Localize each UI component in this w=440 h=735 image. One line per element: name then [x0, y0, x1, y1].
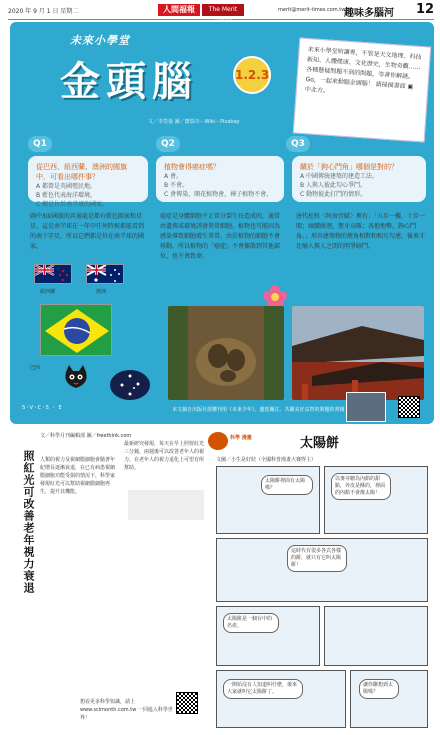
q3-badge: Q3 — [286, 136, 310, 152]
q2-explanation: 癌症是身體細胞不正常分裂生長造成的，通常由遺傳或環境誘發異常細胞。植物也可能因為感染導致細胞增生異常。由於植物的細胞不會移動，所以植物的「癌症」不會擴散到其他部位，也不會致命。 — [160, 213, 281, 260]
q3-explanation: 唐代杜牧〈阿房宮賦〉裡有：「五步一樓，十步一閣；廊腰縵迴，簷牙高啄；各抱地勢，鉤心鬥角。」形容建築物的簷角相對和相互勾連。後來才比喻人與人之間的明爭暗鬥。 — [296, 213, 426, 250]
q3-option-a: A 中國傳統建築的建造工法。 — [300, 173, 379, 180]
article-footer: 想看更多科學知識，請上 www.scimonth.com.tw 一同進入科學世界！ — [80, 699, 173, 721]
byline: 文／李岱蓁 圖／寶瑞奇－Wiki－Pixabay — [148, 119, 240, 125]
article-qr-code[interactable] — [176, 692, 198, 714]
book-cover-image — [346, 392, 386, 422]
comic-panel-7 — [350, 670, 428, 728]
section-title: 趣味多腦河 — [344, 8, 394, 19]
comic-panel-6 — [216, 670, 346, 728]
q1-option-b: B 藍色代表海洋環境。 — [36, 192, 97, 199]
q1-explanation: 圖中3面國旗的共通處是都有藍色圖案和星星，這是南半球在一年中任何時候都能看到的南十字星，所以它們都是位在南半球的國家。 — [30, 213, 145, 250]
badge-123: 1.2.3 — [233, 56, 271, 94]
q1-option-c: C 都是位於南半球的國家。 — [36, 201, 109, 208]
newspaper-logo-en: The Merit — [202, 4, 244, 16]
q1-card — [28, 156, 148, 208]
q3-title: 關於「鉤心鬥角」哪個是對的？ — [300, 163, 398, 171]
comic-panel-1 — [216, 466, 320, 534]
comic-bubble-1: 太陽餅裡面有太陽嗎？ — [261, 475, 313, 495]
comic-bubble-5: 一開始沒有人知道叫什麼，後來大家就叫它太陽餅了。 — [223, 679, 303, 699]
article-body-col1: 人類的視力及視網膜細胞會隨著年紀增長逐漸衰退，在已有病患視網膜細胞功能受損的情況下，科學家發現紅光可以幫助視網膜細胞再生，提升其機能。 — [40, 457, 116, 495]
intro-note: 未來小學堂明讀專，不管是天文地理、科技新知、人體健康、文化歷史，生物奇觀……各種懸疑問題不到的問題，等著你解謎。Go，一起來動腦金頭腦！ 請掃描書面 ▣ 中北方。 — [293, 38, 431, 143]
q2-card — [156, 156, 284, 202]
article-column-divider — [128, 490, 204, 520]
brazil-flag-image — [40, 304, 112, 356]
comic-mascot-icon — [208, 432, 228, 450]
article-title: 照紅光可改善老年視力衰退 — [22, 450, 35, 594]
q1-title: 從巴西、紐西蘭、澳洲的國旗中，可看出哪件事？ — [36, 163, 127, 181]
temple-roof-photo — [292, 306, 424, 400]
nz-flag-label: 紐西蘭 — [40, 289, 56, 295]
contact-url: merit@merit-times.com.tw — [278, 7, 346, 13]
comic-panel-2 — [324, 466, 428, 534]
newspaper-logo: 人間福報 — [158, 4, 200, 16]
q2-option-b: B 不會。 — [164, 182, 189, 189]
panel-footer-credit: 本文摘自出版社授權刊用《未來少年》。邀您關注、共鑑美好益智的問題的書籍 — [172, 407, 345, 413]
panel-footer-mark: S･V･C･S ･ E — [22, 405, 63, 411]
comic-panel-4 — [216, 606, 320, 666]
panel-qr-code[interactable] — [398, 396, 420, 418]
article-body-col2: 最新研究發現，每天在早上照射紅光三分鐘，兩週後可以改善老年人的視力，在老年人的視力退化上可望有所幫助。 — [124, 441, 205, 471]
australia-flag-label: 澳洲 — [96, 289, 107, 295]
comic-bubble-3: 這時代有很多各式各樣的餅，就只有它叫太陽餅！ — [287, 545, 347, 572]
tree-burl-photo — [168, 306, 284, 400]
q2-badge: Q2 — [156, 136, 180, 152]
article-meta: 文／科學月刊編輯部 圖／freethink.com — [40, 433, 132, 439]
comic-bubble-2: 以麥芽糖為內餡的甜點，外皮是酥的，裡面的內餡不會像太陽！ — [331, 473, 391, 500]
q2-title: 植物會得癌症嗎？ — [164, 163, 220, 171]
nz-flag-image — [34, 264, 72, 284]
comic-bubble-6: 讓你聯想到太陽嗎？ — [359, 679, 399, 699]
comic-title: 太陽餅 — [300, 436, 340, 451]
q3-card — [292, 156, 426, 202]
main-title: 金頭腦 — [60, 59, 198, 105]
q2-option-c: C 會傳染，開花植物會，裸子植物不會。 — [164, 191, 273, 198]
q3-option-c: C 動物彼此打鬥的情形。 — [300, 191, 367, 198]
comic-panel-5 — [324, 606, 428, 666]
southern-cross-image — [110, 370, 150, 400]
q1-option-a: A 都曾是英國殖民地。 — [36, 183, 97, 190]
issue-date: 2020 年 9 月 1 日 星期二 — [8, 8, 79, 15]
page-header — [8, 4, 434, 20]
australia-flag-image — [86, 264, 124, 284]
cat-illustration — [62, 364, 90, 390]
series-title: 未來小學堂 — [70, 34, 130, 47]
comic-bubble-4: 太陽餅是一個台中的名產， — [223, 613, 279, 633]
brazil-flag-label: 巴西 — [30, 365, 41, 371]
q3-option-b: B 人與人彼此勾心爭鬥。 — [300, 182, 367, 189]
page-number: 12 — [416, 2, 435, 17]
comic-label: 科學 漫畫 — [230, 435, 252, 441]
q1-badge: Q1 — [28, 136, 52, 152]
comic-credit: 文圖／小生是好狀（全國科普漫畫大賽得主） — [216, 457, 317, 463]
comic-panel-3 — [216, 538, 428, 602]
q2-option-a: A 會。 — [164, 173, 183, 180]
